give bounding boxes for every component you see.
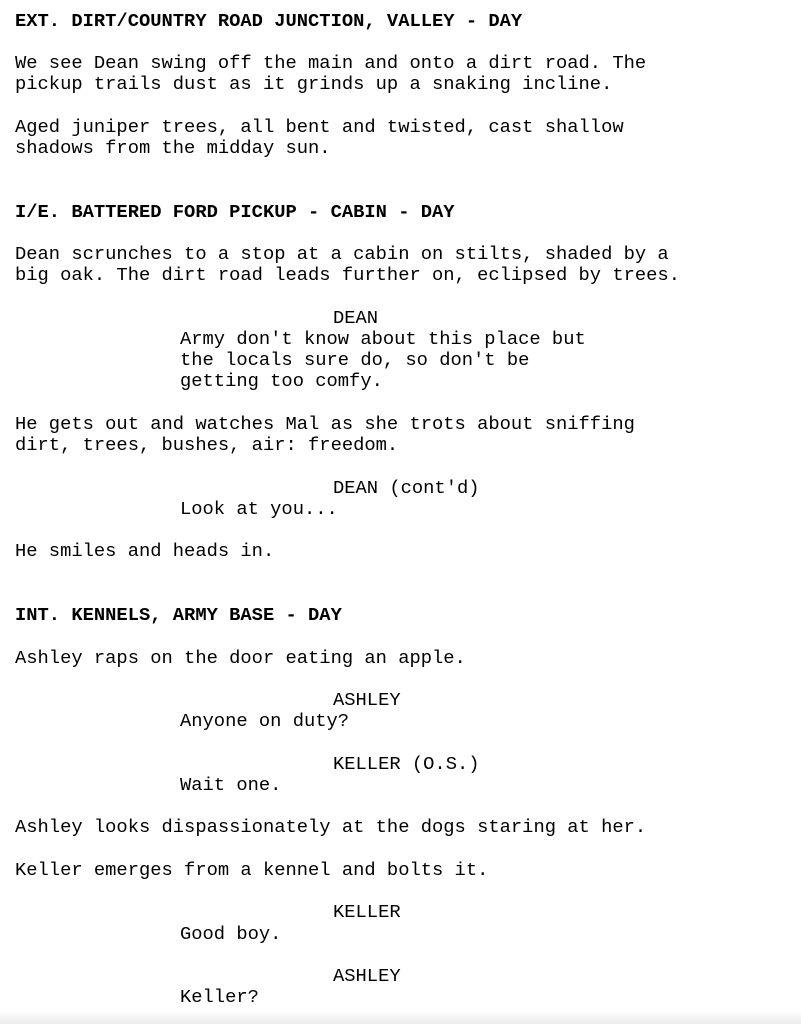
character-cue: ASHLEY xyxy=(333,689,401,711)
dialogue-line: Wait one. xyxy=(180,774,282,796)
action-line: shadows from the midday sun. xyxy=(15,137,331,159)
action-line: pickup trails dust as it grinds up a snaking incline. xyxy=(15,73,613,95)
character-cue: DEAN xyxy=(333,307,379,329)
character-cue: DEAN (cont'd) xyxy=(333,477,480,499)
dialogue-line: Keller? xyxy=(180,986,259,1008)
action-line: big oak. The dirt road leads further on, eclipsed by trees. xyxy=(15,264,680,286)
action-line: We see Dean swing off the main and onto a dirt road. The xyxy=(15,52,647,74)
dialogue-line: Army don't know about this place but xyxy=(180,328,586,350)
scene-heading: I/E. BATTERED FORD PICKUP - CABIN - DAY xyxy=(15,201,455,223)
action-line: Ashley looks dispassionately at the dogs staring at her. xyxy=(15,816,647,838)
character-cue: ASHLEY xyxy=(333,965,401,987)
action-line: Aged juniper trees, all bent and twisted, cast shallow xyxy=(15,116,624,138)
action-line: dirt, trees, bushes, air: freedom. xyxy=(15,434,399,456)
scene-heading: EXT. DIRT/COUNTRY ROAD JUNCTION, VALLEY - DAY xyxy=(15,10,523,32)
scene-heading: INT. KENNELS, ARMY BASE - DAY xyxy=(15,604,342,626)
dialogue-line: Anyone on duty? xyxy=(180,710,350,732)
dialogue-line: getting too comfy. xyxy=(180,370,383,392)
character-cue: KELLER (O.S.) xyxy=(333,753,480,775)
action-line: He smiles and heads in. xyxy=(15,540,275,562)
character-cue: KELLER xyxy=(333,901,401,923)
action-line: Dean scrunches to a stop at a cabin on stilts, shaded by a xyxy=(15,243,669,265)
page-bottom-shadow xyxy=(0,1010,801,1024)
dialogue-line: Good boy. xyxy=(180,923,282,945)
dialogue-line: Look at you... xyxy=(180,498,338,520)
action-line: Keller emerges from a kennel and bolts it. xyxy=(15,859,489,881)
action-line: He gets out and watches Mal as she trots about sniffing xyxy=(15,413,635,435)
action-line: Ashley raps on the door eating an apple. xyxy=(15,647,466,669)
dialogue-line: the locals sure do, so don't be xyxy=(180,349,530,371)
